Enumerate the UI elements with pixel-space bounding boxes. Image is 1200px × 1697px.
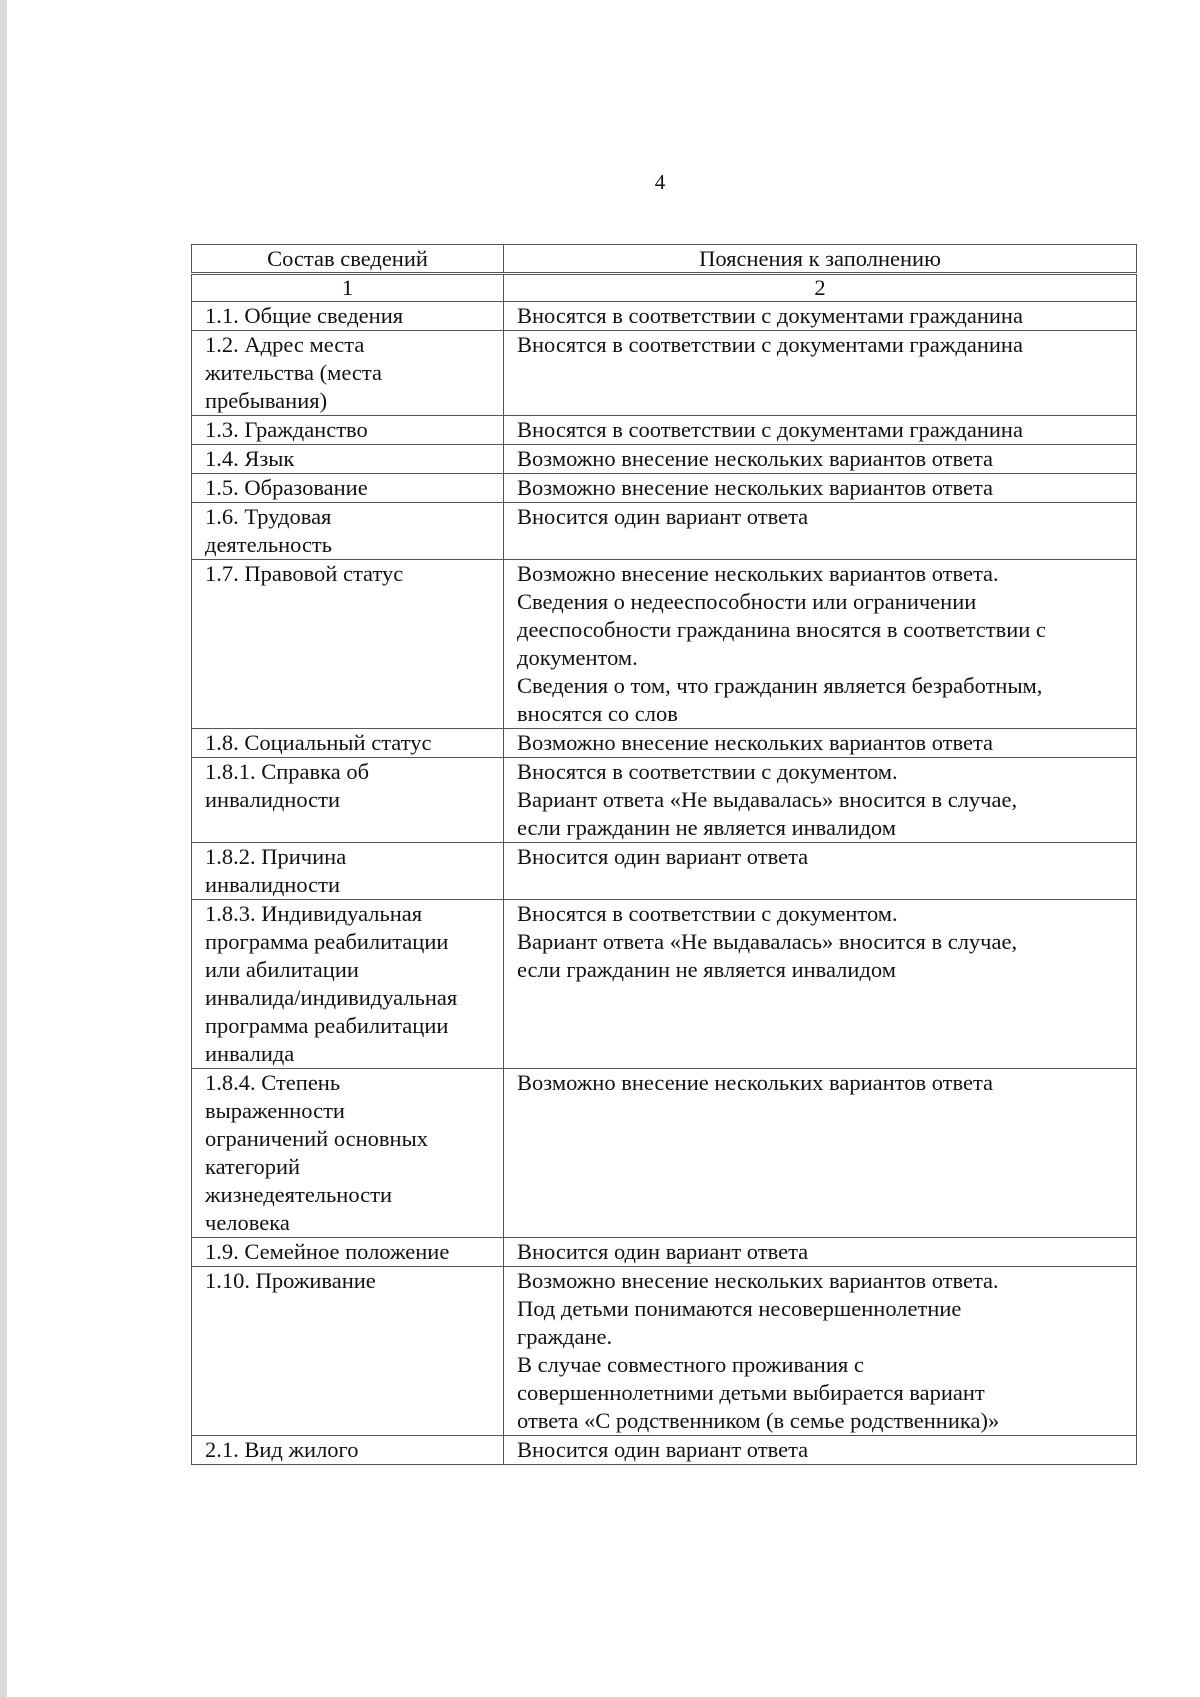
table-row <box>192 1436 1137 1465</box>
table-row <box>192 1238 1137 1267</box>
note-line: Вносятся в соответствии с документами гражданина <box>517 332 1023 357</box>
column-number-1: 1 <box>192 274 504 302</box>
table-row <box>192 900 1137 1069</box>
item-line: выраженности <box>205 1098 345 1123</box>
note-line: Возможно внесение нескольких вариантов ответа. <box>517 561 999 586</box>
note-line: Сведения о недееспособности или ограничении <box>517 589 977 614</box>
table-row <box>192 474 1137 503</box>
note-line: дееспособности гражданина вносятся в соответствии с <box>517 617 1046 642</box>
table-row <box>192 560 1137 729</box>
note-cell <box>504 1238 1137 1267</box>
item-line: 1.8.3. Индивидуальная <box>205 901 423 926</box>
note-line: В случае совместного проживания с <box>517 1352 864 1377</box>
item-line: инвалида/индивидуальная <box>205 985 458 1010</box>
note-line: Вариант ответа «Не выдавалась» вносится в случае, <box>517 787 1018 812</box>
table-row <box>192 331 1137 416</box>
note-line: документом. <box>517 645 638 670</box>
item-cell <box>192 445 504 474</box>
page-left-edge <box>0 0 7 1697</box>
note-line: Возможно внесение нескольких вариантов ответа. <box>517 1268 999 1293</box>
note-cell <box>504 900 1137 1069</box>
table-row <box>192 445 1137 474</box>
item-cell <box>192 843 504 900</box>
item-line: 1.8. Социальный статус <box>205 730 432 755</box>
item-cell <box>192 1069 504 1238</box>
note-line: Вносятся в соответствии с документами гражданина <box>517 303 1023 328</box>
note-line: если гражданин не является инвалидом <box>517 957 896 982</box>
item-line: 1.7. Правовой статус <box>205 561 404 586</box>
item-line: пребывания) <box>205 388 328 413</box>
note-line: Возможно внесение нескольких вариантов ответа <box>517 1070 994 1095</box>
table-row <box>192 729 1137 758</box>
note-line: граждане. <box>517 1324 613 1349</box>
table-row <box>192 758 1137 843</box>
note-line: Вносится один вариант ответа <box>517 1437 809 1462</box>
table-row <box>192 416 1137 445</box>
note-line: Вносятся в соответствии с документом. <box>517 759 898 784</box>
note-line: Возможно внесение нескольких вариантов ответа <box>517 475 994 500</box>
note-line: Под детьми понимаются несовершеннолетние <box>517 1296 962 1321</box>
note-line: если гражданин не является инвалидом <box>517 815 896 840</box>
item-line: 2.1. Вид жилого <box>205 1437 359 1462</box>
item-cell <box>192 900 504 1069</box>
note-line: Возможно внесение нескольких вариантов ответа <box>517 730 994 755</box>
note-line: Возможно внесение нескольких вариантов ответа <box>517 446 994 471</box>
item-line: жизнедеятельности <box>205 1182 393 1207</box>
note-cell <box>504 843 1137 900</box>
item-cell <box>192 758 504 843</box>
item-cell <box>192 560 504 729</box>
header-explanation: Пояснения к заполнению <box>504 245 1137 274</box>
table-row <box>192 302 1137 331</box>
note-line: Вносятся в соответствии с документами гражданина <box>517 417 1023 442</box>
item-line: 1.8.1. Справка об <box>205 759 370 784</box>
table-row <box>192 843 1137 900</box>
table-row <box>192 503 1137 560</box>
note-line: Вносится один вариант ответа <box>517 844 809 869</box>
item-line: 1.9. Семейное положение <box>205 1239 450 1264</box>
note-cell <box>504 445 1137 474</box>
note-cell <box>504 1267 1137 1436</box>
item-line: 1.4. Язык <box>205 446 295 471</box>
note-cell <box>504 302 1137 331</box>
table-row <box>192 1069 1137 1238</box>
note-line: Вносится один вариант ответа <box>517 504 809 529</box>
item-cell <box>192 503 504 560</box>
column-number-row <box>192 274 1137 302</box>
item-line: деятельность <box>205 532 333 557</box>
item-line: 1.6. Трудовая <box>205 504 332 529</box>
note-cell <box>504 729 1137 758</box>
item-line: 1.8.2. Причина <box>205 844 347 869</box>
note-cell <box>504 1436 1137 1465</box>
note-cell <box>504 416 1137 445</box>
item-line: программа реабилитации <box>205 1013 449 1038</box>
item-line: 1.10. Проживание <box>205 1268 376 1293</box>
item-line: программа реабилитации <box>205 929 449 954</box>
item-cell <box>192 416 504 445</box>
table-body <box>192 245 1137 1465</box>
note-line: Вносятся в соответствии с документом. <box>517 901 898 926</box>
item-line: 1.5. Образование <box>205 475 368 500</box>
item-line: жительства (места <box>205 360 383 385</box>
item-line: человека <box>205 1210 290 1235</box>
item-cell <box>192 1238 504 1267</box>
note-line: Сведения о том, что гражданин является безработным, <box>517 673 1043 698</box>
header-composition: Состав сведений <box>192 245 504 274</box>
item-line: 1.8.4. Степень <box>205 1070 341 1095</box>
item-line: инвалидности <box>205 872 341 897</box>
note-cell <box>504 560 1137 729</box>
table-row <box>192 1267 1137 1436</box>
item-line: 1.3. Гражданство <box>205 417 368 442</box>
column-number-2: 2 <box>504 274 1137 302</box>
item-line: категорий <box>205 1154 301 1179</box>
item-cell <box>192 302 504 331</box>
page-number: 4 <box>654 170 666 194</box>
item-line: инвалида <box>205 1041 295 1066</box>
table-header-row <box>192 245 1137 274</box>
item-cell <box>192 474 504 503</box>
note-cell <box>504 1069 1137 1238</box>
form-explanation-table <box>191 244 1137 1465</box>
note-cell <box>504 474 1137 503</box>
note-cell <box>504 503 1137 560</box>
note-line: ответа «С родственником (в семье родственника)» <box>517 1408 1000 1433</box>
item-line: ограничений основных <box>205 1126 428 1151</box>
note-line: вносятся со слов <box>517 701 678 726</box>
note-line: совершеннолетними детьми выбирается вариант <box>517 1380 985 1405</box>
item-line: 1.2. Адрес места <box>205 332 365 357</box>
item-cell <box>192 1436 504 1465</box>
item-cell <box>192 729 504 758</box>
item-cell <box>192 331 504 416</box>
item-cell <box>192 1267 504 1436</box>
item-line: или абилитации <box>205 957 359 982</box>
note-line: Вносится один вариант ответа <box>517 1239 809 1264</box>
note-cell <box>504 331 1137 416</box>
note-line: Вариант ответа «Не выдавалась» вносится в случае, <box>517 929 1018 954</box>
note-cell <box>504 758 1137 843</box>
item-line: инвалидности <box>205 787 341 812</box>
item-line: 1.1. Общие сведения <box>205 303 404 328</box>
